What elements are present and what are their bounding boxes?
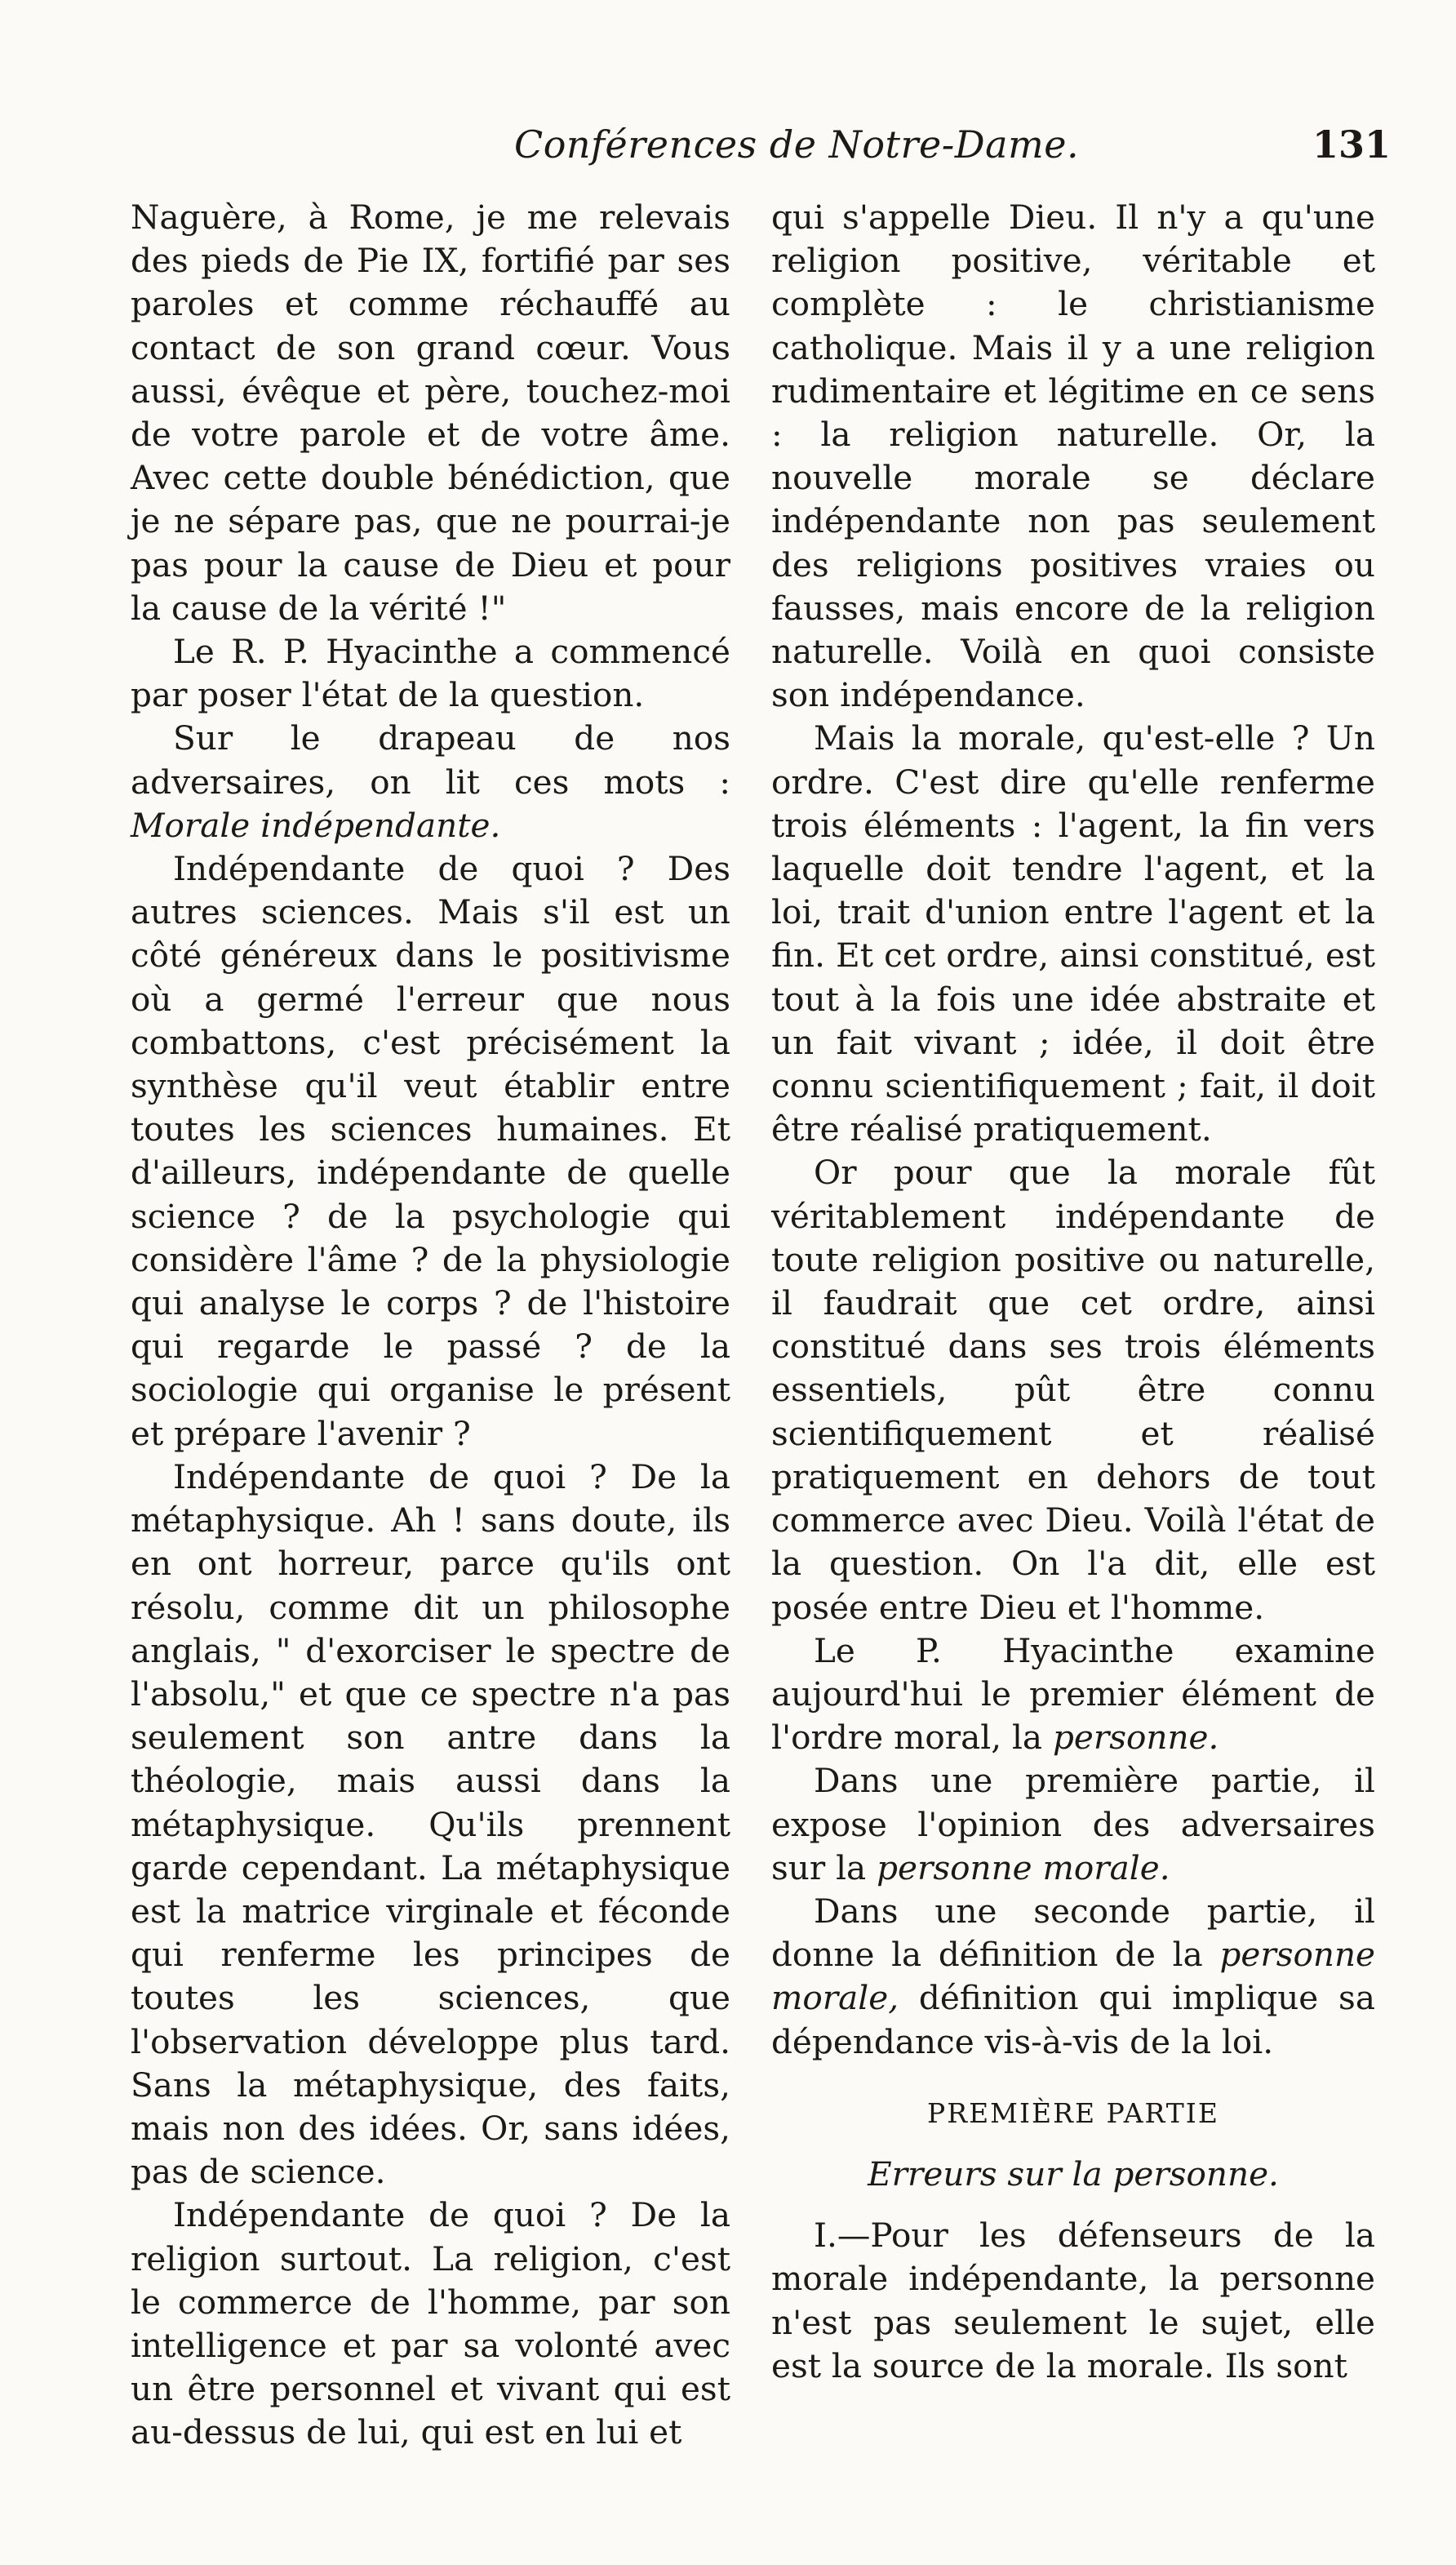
paragraph xyxy=(771,1890,1375,2064)
page-number: 131 xyxy=(1312,122,1391,167)
left-column xyxy=(131,196,730,2455)
paragraph-text: Le P. Hyacinthe examine aujourd'hui le premier élément de l'ordre moral, la xyxy=(771,1630,1375,1758)
paragraph: Naguère, à Rome, je me relevais des pieds de Pie IX, fortifié par ses paroles et comme réchauffé au contact de son grand cœur. Vous aussi, évêque et père, touchez-moi de votre parole et de votre âme. Avec cette double bénédiction, que je ne sépare pas, que ne pourrai-je pas pour la cause de Dieu et pour la cause de la vérité !" xyxy=(131,198,730,628)
paragraph: Indépendante de quoi ? Des autres sciences. Mais s'il est un côté généreux dans le positivisme où a germé l'erreur que nous combattons, c'est précisément la synthèse qu'il veut établir entre toutes les sciences humaines. Et d'ailleurs, indépendante de quelle science ? de la psychologie qui considère l'âme ? de la physiologie qui analyse le corps ? de l'histoire qui regarde le passé ? de la sociologie qui organise le présent et prépare l'avenir ? xyxy=(131,849,730,1453)
running-title: Conférences de Notre-Dame. xyxy=(514,122,1080,167)
paragraph-text: définition qui implique sa dépendance vis-à-vis de la loi. xyxy=(771,1978,1375,2061)
paragraph: Indépendante de quoi ? De la religion surtout. La religion, c'est le commerce de l'homme, par son intelligence et par sa volonté avec un être personnel et vivant qui est au-dessus de lui, qui est en lui et xyxy=(131,2195,730,2452)
right-column xyxy=(771,196,1375,2388)
emphasis-text: personne morale, xyxy=(771,1935,1375,2018)
paragraph: Mais la morale, qu'est-elle ? Un ordre. C'est dire qu'elle renferme trois éléments : l'agent, la fin vers laquelle doit tendre l'agent, et la loi, trait d'union entre l'agent et la fin. Et cet ordre, ainsi constitué, est tout à la fois une idée abstraite et un fait vivant ; idée, il doit être connu scientifiquement ; fait, il doit être réalisé pratiquement. xyxy=(771,718,1375,1149)
emphasis-text: Morale indépendante. xyxy=(131,805,501,845)
section-subheading: Erreurs sur la personne. xyxy=(868,2154,1279,2194)
section-heading: PREMIÈRE PARTIE xyxy=(927,2096,1219,2129)
paragraph: Indépendante de quoi ? De la métaphysique. Ah ! sans doute, ils en ont horreur, parce qu'ils ont résolu, comme dit un philosophe anglais, " d'exorciser le spectre de l'absolu," et que ce spectre n'a pas seulement son antre dans la théologie, mais aussi dans la métaphysique. Qu'ils prennent garde cependant. La métaphysique est la matrice virginale et féconde qui renferme les principes de toutes les sciences, que l'observation développe plus tard. Sans la métaphysique, des faits, mais non des idées. Or, sans idées, pas de science. xyxy=(131,1456,730,2192)
emphasis-text: personne morale. xyxy=(877,1847,1170,1887)
paragraph: Le R. P. Hyacinthe a commencé par poser l'état de la question. xyxy=(131,632,730,715)
paragraph: I.—Pour les défenseurs de la morale indépendante, la personne n'est pas seulement le sujet, elle est la source de la morale. Ils sont xyxy=(771,2216,1375,2385)
paragraph xyxy=(771,1629,1375,1760)
paragraph: Or pour que la morale fût véritablement indépendante de toute religion positive ou naturelle, il faudrait que cet ordre, ainsi constitué dans ses trois éléments essentiels, pût être connu scientifiquement et réalisé pratiquement en dehors de tout commerce avec Dieu. Voilà l'état de la question. On l'a dit, elle est posée entre Dieu et l'homme. xyxy=(771,1153,1375,1627)
paragraph-text: Sur le drapeau de nos adversaires, on lit ces mots : xyxy=(131,718,730,802)
paragraph-text: Dans une première partie, il expose l'opinion des adversaires sur la xyxy=(771,1761,1375,1887)
paragraph-text: Dans une seconde partie, il donne la définition de la xyxy=(771,1891,1375,1975)
paragraph: qui s'appelle Dieu. Il n'y a qu'une religion positive, véritable et complète : le christianisme catholique. Mais il y a une religion rudimentaire et légitime en ce sens : la religion naturelle. Or, la nouvelle morale se déclare indépendante non pas seulement des religions positives vraies ou fausses, mais encore de la religion naturelle. Voilà en quoi consiste son indépendance. xyxy=(771,198,1375,715)
paragraph xyxy=(771,1759,1375,1890)
paragraph xyxy=(131,717,730,847)
running-header xyxy=(131,122,1391,180)
emphasis-text: personne. xyxy=(1052,1718,1219,1758)
